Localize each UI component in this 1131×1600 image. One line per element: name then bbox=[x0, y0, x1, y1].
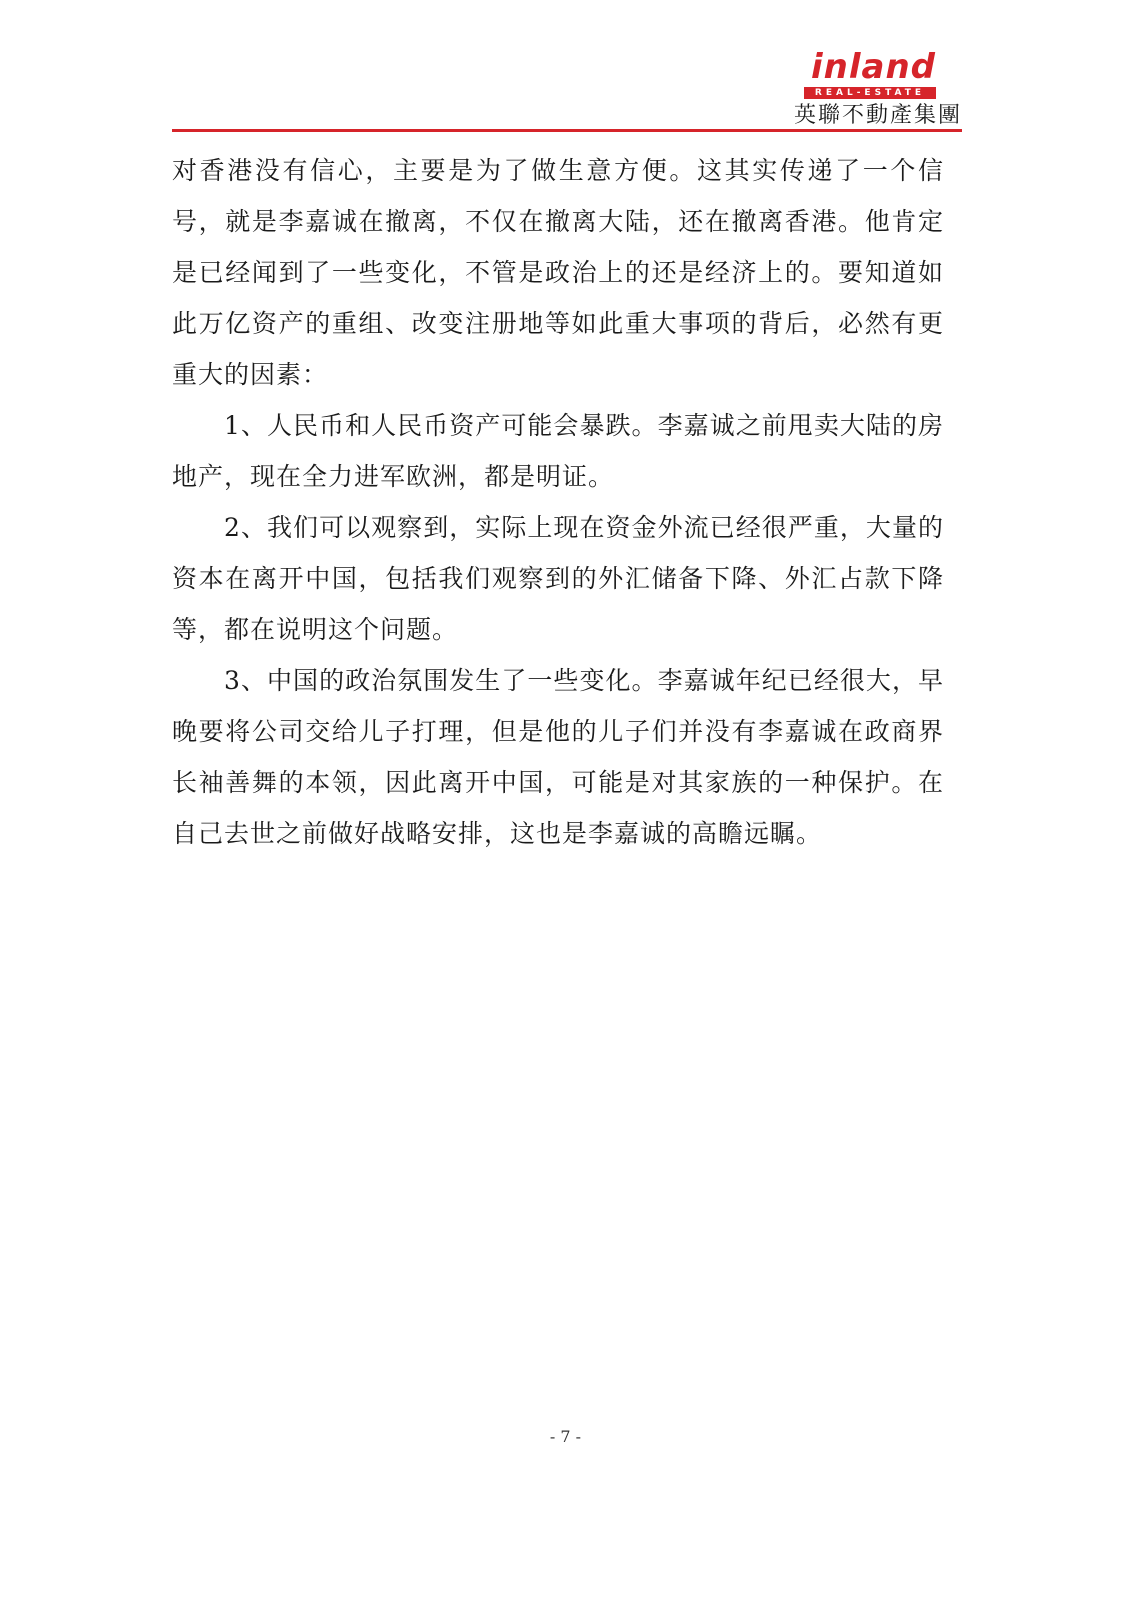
page-header bbox=[172, 44, 962, 134]
paragraph-point-3: 3、中国的政治氛围发生了一些变化。李嘉诚年纪已经很大，早晚要将公司交给儿子打理，但是他的儿子们并没有李嘉诚在政商界长袖善舞的本领，因此离开中国，可能是对其家族的一种保护。在自己去世之前做好战略安排，这也是李嘉诚的高瞻远瞩。 bbox=[172, 666, 944, 848]
paragraph-point-1: 1、人民币和人民币资产可能会暴跌。李嘉诚之前甩卖大陆的房地产，现在全力进军欧洲，都是明证。 bbox=[172, 411, 944, 491]
page-number: - 7 - bbox=[549, 1427, 582, 1446]
header-divider bbox=[172, 129, 962, 132]
company-logo-subtitle: REAL-ESTATE bbox=[804, 87, 936, 99]
company-name: 英聯不動產集團 bbox=[793, 103, 962, 128]
company-logo-wordmark: inland bbox=[811, 47, 936, 87]
document-body bbox=[172, 145, 944, 859]
paragraph-point-2: 2、我们可以观察到，实际上现在资金外流已经很严重，大量的资本在离开中国，包括我们观察到的外汇储备下降、外汇占款下降等，都在说明这个问题。 bbox=[172, 513, 944, 644]
paragraph-continuation: 对香港没有信心，主要是为了做生意方便。这其实传递了一个信号，就是李嘉诚在撤离，不仅在撤离大陆，还在撤离香港。他肯定是已经闻到了一些变化，不管是政治上的还是经济上的。要知道如此万亿资产的重组、改变注册地等如此重大事项的背后，必然有更重大的因素： bbox=[172, 156, 944, 389]
